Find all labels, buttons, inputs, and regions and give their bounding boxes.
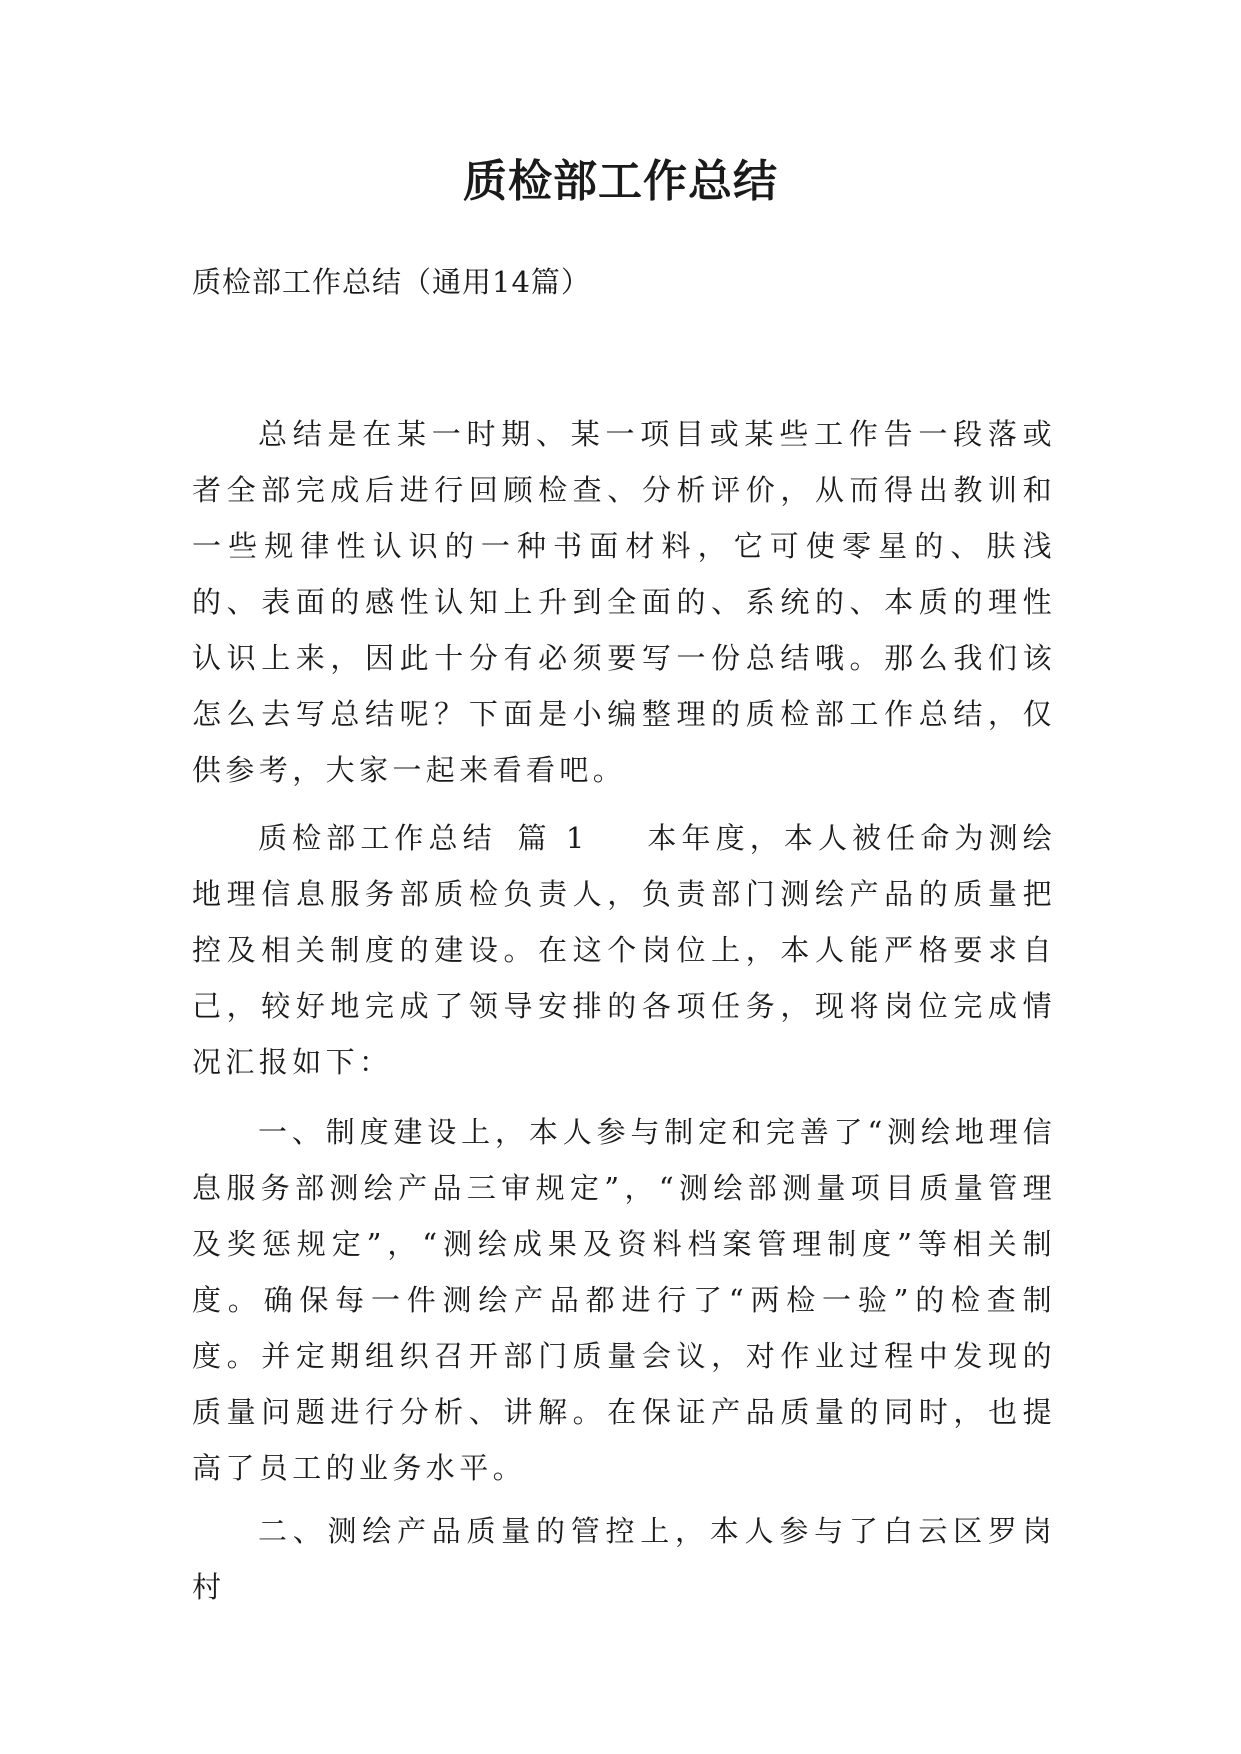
document-title: 质检部工作总结: [463, 156, 778, 207]
item-1-paragraph-block: [192, 1104, 1056, 1496]
section-1-paragraph-block: [192, 810, 1056, 1090]
document-subtitle: 质检部工作总结（通用14篇）: [192, 265, 591, 299]
intro-paragraph: 总结是在某一时期、某一项目或某些工作告一段落或者全部完成后进行回顾检查、分析评价，从而得出教训和一些规律性认识的一种书面材料，它可使零星的、肤浅的、表面的感性认知上升到全面的、系统的、本质的理性认识上来，因此十分有必须要写一份总结哦。那么我们该怎么去写总结呢？下面是小编整理的质检部工作总结，仅供参考，大家一起来看看吧。: [192, 417, 1056, 787]
item-2-paragraph-block: [192, 1503, 1056, 1615]
section-number: 篇 1: [516, 821, 589, 855]
intro-paragraph-block: [192, 406, 1056, 798]
section-heading: 质检部工作总结: [258, 821, 497, 855]
item-2-paragraph: 二、测绘产品质量的管控上，本人参与了白云区罗岗村: [192, 1514, 1056, 1604]
section-1-paragraph: [192, 810, 1056, 1090]
item-1-paragraph: 一、制度建设上，本人参与制定和完善了“测绘地理信息服务部测绘产品三审规定”，“测绘部测量项目质量管理及奖惩规定”，“测绘成果及资料档案管理制度”等相关制度。确保每一件测绘产品都进行了“两检一验”的检查制度。并定期组织召开部门质量会议，对作业过程中发现的质量问题进行分析、讲解。在保证产品质量的同时，也提高了员工的业务水平。: [192, 1115, 1056, 1485]
section-text: 本年度，本人被任命为测绘地理信息服务部质检负责人，负责部门测绘产品的质量把控及相关制度的建设。在这个岗位上，本人能严格要求自己，较好地完成了领导安排的各项任务，现将岗位完成情况汇报如下：: [192, 821, 1056, 1079]
